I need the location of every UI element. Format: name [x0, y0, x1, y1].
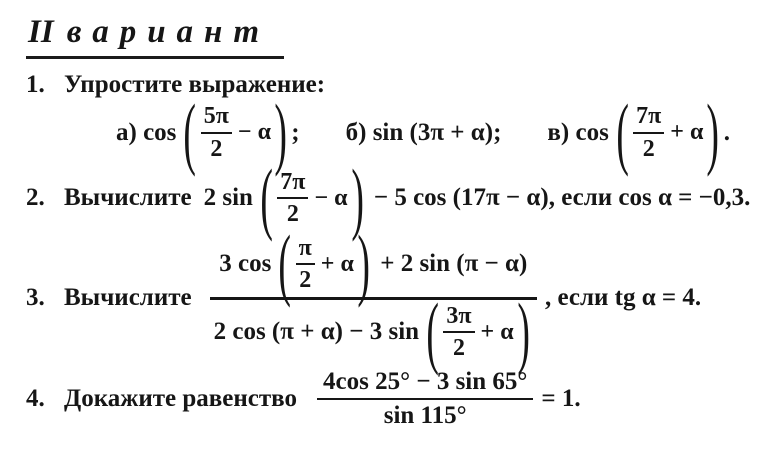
- fraction: [443, 303, 474, 362]
- problem-3-verb: Вычислите: [64, 284, 192, 312]
- problem-3-condition: , если tg α = 4.: [544, 284, 702, 312]
- fraction-numerator: 3π: [446, 302, 472, 329]
- punctuation: .: [723, 118, 730, 146]
- left-paren-icon: (: [616, 87, 629, 177]
- right-paren-icon: ): [350, 152, 364, 243]
- fraction-numerator: 7π: [636, 103, 662, 130]
- fraction-denominator: 2: [642, 135, 655, 162]
- paren-tail: + α: [480, 318, 514, 345]
- right-paren-icon: ): [274, 87, 287, 177]
- problem-2-expression: [64, 152, 751, 243]
- cos-function: cos: [143, 118, 177, 146]
- problem-1-body: [64, 71, 770, 177]
- cos-function: cos: [575, 118, 609, 146]
- fraction-denominator: 2: [286, 201, 299, 228]
- problem-1: [26, 71, 770, 177]
- problem-2-verb: Вычислите: [64, 184, 192, 212]
- fraction-numerator: π: [298, 234, 312, 261]
- paren-tail: + α: [670, 119, 704, 146]
- problem-2: [26, 152, 770, 243]
- fraction-bar: [296, 263, 315, 265]
- fraction-denominator: 2: [299, 267, 312, 294]
- fraction-bar: [201, 132, 232, 134]
- expression-1b-label: б): [345, 118, 373, 146]
- fraction: [201, 103, 232, 162]
- fraction-bar: [317, 398, 533, 400]
- problem-4-verb: Докажите равенство: [64, 384, 297, 412]
- left-paren-icon: (: [426, 286, 440, 376]
- problem-1-prompt: Упростите выражение:: [64, 71, 326, 99]
- fraction-numerator: 4cos 25° − 3 sin 65°: [323, 368, 528, 396]
- paren-tail: − α: [314, 184, 348, 211]
- title-numeral: II: [28, 14, 54, 50]
- paren-tail: − α: [237, 119, 271, 146]
- fraction-bar: [633, 132, 664, 134]
- punctuation: ;: [291, 118, 300, 146]
- fraction-bar: [443, 331, 474, 333]
- expression-1b-body: sin (3π + α);: [372, 118, 502, 146]
- problem-1-number: 1.: [26, 71, 45, 99]
- right-paren-icon: ): [517, 286, 530, 376]
- left-paren-icon: (: [183, 87, 197, 177]
- denominator-lead: 2 cos (π + α) − 3 sin: [213, 318, 420, 346]
- problem-3: [26, 218, 770, 376]
- fraction-numerator: 7π: [280, 169, 306, 196]
- fraction-bar: [277, 197, 308, 199]
- expression-1c: [547, 87, 730, 177]
- fraction: [633, 103, 664, 162]
- fraction-denominator: 2: [210, 135, 223, 162]
- big-fraction-denominator: [210, 286, 537, 376]
- fraction: [317, 368, 533, 429]
- problem-4-result: = 1.: [541, 384, 581, 412]
- numerator-rest: + 2 sin (π − α): [380, 250, 528, 278]
- sin-term: 2 sin: [203, 184, 253, 212]
- expression-1b: [346, 119, 502, 147]
- problem-4-expression: [64, 368, 581, 429]
- page-title: [26, 14, 284, 59]
- cos-term: 3 cos: [219, 250, 272, 278]
- fraction-denominator: sin 115°: [383, 401, 467, 429]
- problem-2-rest: − 5 cos (17π − α), если cos α = −0,3.: [373, 184, 751, 212]
- title-word: вариант: [66, 14, 271, 50]
- problem-1-expressions: [116, 87, 770, 177]
- problem-3-expression: [64, 218, 702, 376]
- fraction-numerator: 5π: [203, 103, 229, 130]
- big-fraction-bar: [210, 297, 537, 300]
- expression-1a-label: а): [116, 118, 144, 146]
- problem-2-number: 2.: [26, 184, 45, 212]
- fraction: [296, 235, 315, 294]
- big-fraction: [210, 218, 537, 376]
- problem-3-number: 3.: [26, 284, 45, 312]
- problem-4: [26, 368, 770, 429]
- fraction-denominator: 2: [452, 335, 465, 362]
- expression-1c-label: в): [547, 118, 576, 146]
- problem-4-number: 4.: [26, 384, 45, 412]
- left-paren-icon: (: [260, 152, 273, 243]
- right-paren-icon: ): [706, 87, 720, 177]
- big-fraction-numerator: [215, 218, 531, 308]
- left-paren-icon: (: [278, 218, 292, 308]
- paren-tail: + α: [320, 250, 354, 277]
- right-paren-icon: ): [357, 218, 370, 308]
